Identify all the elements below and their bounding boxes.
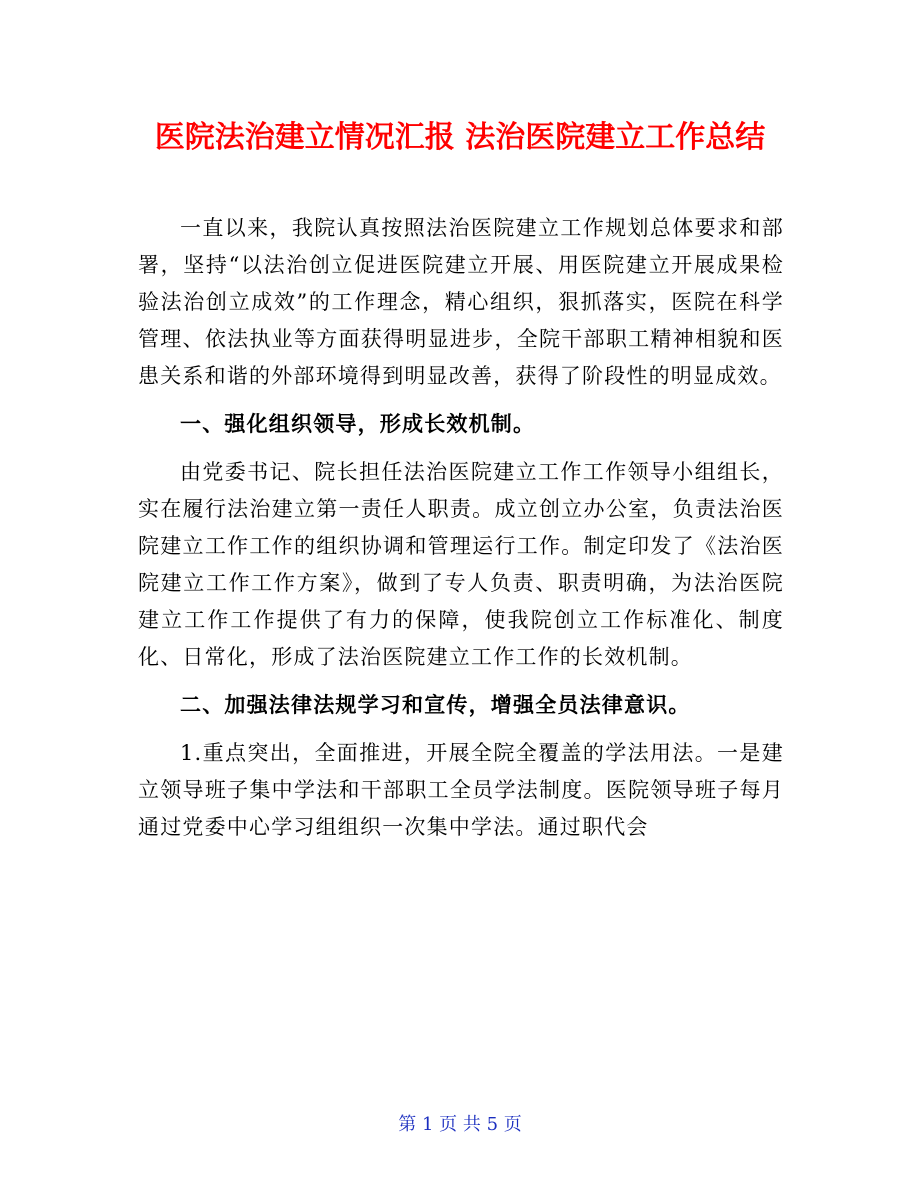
section-2-paragraph: 1.重点突出，全面推进，开展全院全覆盖的学法用法。一是建立领导班子集中学法和干部职工全员学法制度。医院领导班子每月通过党委中心学习组组织一次集中学法。通过职代会 [138,741,784,839]
section-heading-2: 二、加强法律法规学习和宣传，增强全员法律意识。 [180,692,691,717]
document-body [138,210,784,846]
section-1-paragraph: 由党委书记、院长担任法治医院建立工作工作领导小组组长，实在履行法治建立第一责任人职责。成立创立办公室，负责法治医院建立工作工作的组织协调和管理运行工作。制定印发了《法治医院建立工作工作方案》，做到了专人负责、职责明确，为法治医院建立工作工作提供了有力的保障，使我院创立工作标准化、制度化、日常化，形成了法治医院建立工作工作的长效机制。 [138,460,784,669]
document-title: 医院法治建立情况汇报 法治医院建立工作总结 [154,120,766,155]
section-heading-1: 一、强化组织领导，形成长效机制。 [180,411,536,436]
page-footer: 第 1 页 共 5 页 [398,1114,522,1135]
intro-paragraph: 一直以来，我院认真按照法治医院建立工作规划总体要求和部署，坚持“以法治创立促进医院建立开展、用医院建立开展成果检验法治创立成效”的工作理念，精心组织，狠抓落实，医院在科学管理、依法执业等方面获得明显进步，全院干部职工精神相貌和医患关系和谐的外部环境得到明显改善，获得了阶段性的明显成效。 [138,216,784,388]
